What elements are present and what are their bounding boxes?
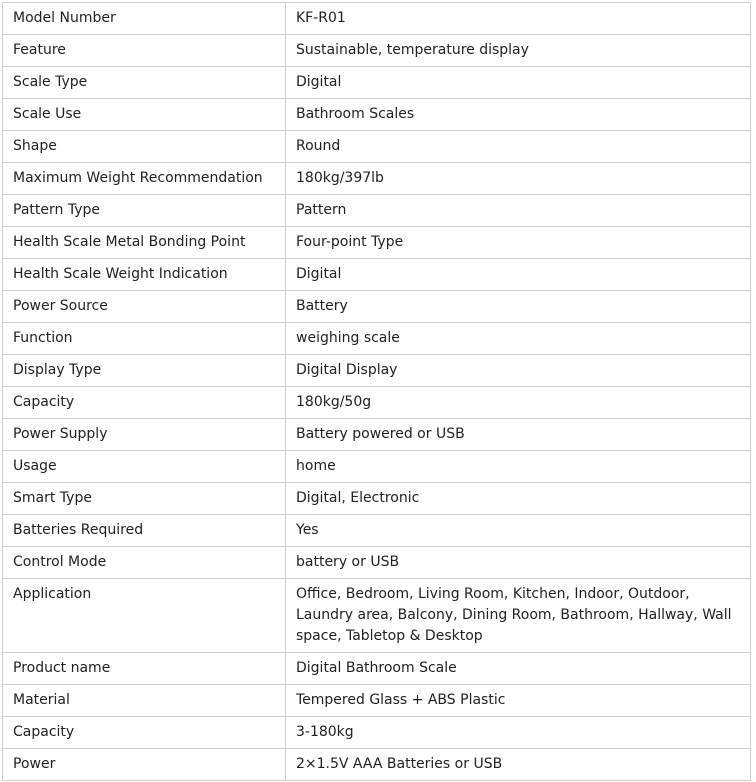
spec-label: Scale Type: [3, 67, 286, 99]
table-row: [3, 419, 751, 451]
spec-value: 3-180kg: [286, 717, 751, 749]
spec-value: Four-point Type: [286, 227, 751, 259]
spec-value: home: [286, 451, 751, 483]
spec-value: KF-R01: [286, 3, 751, 35]
spec-label: Product name: [3, 653, 286, 685]
spec-label: Power: [3, 749, 286, 781]
spec-label: Feature: [3, 35, 286, 67]
spec-value: Battery powered or USB: [286, 419, 751, 451]
table-row: [3, 67, 751, 99]
table-row: [3, 291, 751, 323]
table-row: [3, 547, 751, 579]
spec-label: Shape: [3, 131, 286, 163]
spec-value: Tempered Glass + ABS Plastic: [286, 685, 751, 717]
table-row: [3, 3, 751, 35]
spec-value: Yes: [286, 515, 751, 547]
table-row: [3, 685, 751, 717]
table-row: [3, 227, 751, 259]
spec-label: Usage: [3, 451, 286, 483]
spec-label: Maximum Weight Recommendation: [3, 163, 286, 195]
table-row: [3, 323, 751, 355]
spec-value: 2×1.5V AAA Batteries or USB: [286, 749, 751, 781]
spec-label: Capacity: [3, 717, 286, 749]
spec-value: Digital: [286, 67, 751, 99]
spec-value: battery or USB: [286, 547, 751, 579]
spec-value: 180kg/50g: [286, 387, 751, 419]
table-row: [3, 387, 751, 419]
spec-label: Material: [3, 685, 286, 717]
table-row: [3, 579, 751, 653]
table-row: [3, 355, 751, 387]
table-row: [3, 515, 751, 547]
spec-value: Pattern: [286, 195, 751, 227]
table-row: [3, 131, 751, 163]
spec-label: Model Number: [3, 3, 286, 35]
table-row: [3, 451, 751, 483]
spec-value: Digital Display: [286, 355, 751, 387]
spec-value: Digital, Electronic: [286, 483, 751, 515]
table-row: [3, 99, 751, 131]
spec-label: Pattern Type: [3, 195, 286, 227]
table-row: [3, 195, 751, 227]
spec-label: Control Mode: [3, 547, 286, 579]
spec-value: Sustainable, temperature display: [286, 35, 751, 67]
table-row: [3, 483, 751, 515]
spec-label: Function: [3, 323, 286, 355]
spec-value: Office, Bedroom, Living Room, Kitchen, Indoor, Outdoor, Laundry area, Balcony, Dining Room, Bathroom, Hallway, Wall space, Tabletop & Desktop: [286, 579, 751, 653]
spec-label: Display Type: [3, 355, 286, 387]
spec-label: Health Scale Metal Bonding Point: [3, 227, 286, 259]
spec-value: Bathroom Scales: [286, 99, 751, 131]
spec-value: Digital: [286, 259, 751, 291]
table-row: [3, 259, 751, 291]
table-row: [3, 163, 751, 195]
spec-value: 180kg/397lb: [286, 163, 751, 195]
spec-label: Application: [3, 579, 286, 653]
product-spec-table: [2, 2, 751, 781]
spec-value: Digital Bathroom Scale: [286, 653, 751, 685]
spec-label: Scale Use: [3, 99, 286, 131]
spec-value: weighing scale: [286, 323, 751, 355]
spec-label: Capacity: [3, 387, 286, 419]
spec-label: Health Scale Weight Indication: [3, 259, 286, 291]
table-row: [3, 653, 751, 685]
spec-label: Batteries Required: [3, 515, 286, 547]
table-row: [3, 717, 751, 749]
spec-label: Smart Type: [3, 483, 286, 515]
spec-label: Power Supply: [3, 419, 286, 451]
table-row: [3, 35, 751, 67]
spec-value: Battery: [286, 291, 751, 323]
table-row: [3, 749, 751, 781]
spec-label: Power Source: [3, 291, 286, 323]
spec-value: Round: [286, 131, 751, 163]
